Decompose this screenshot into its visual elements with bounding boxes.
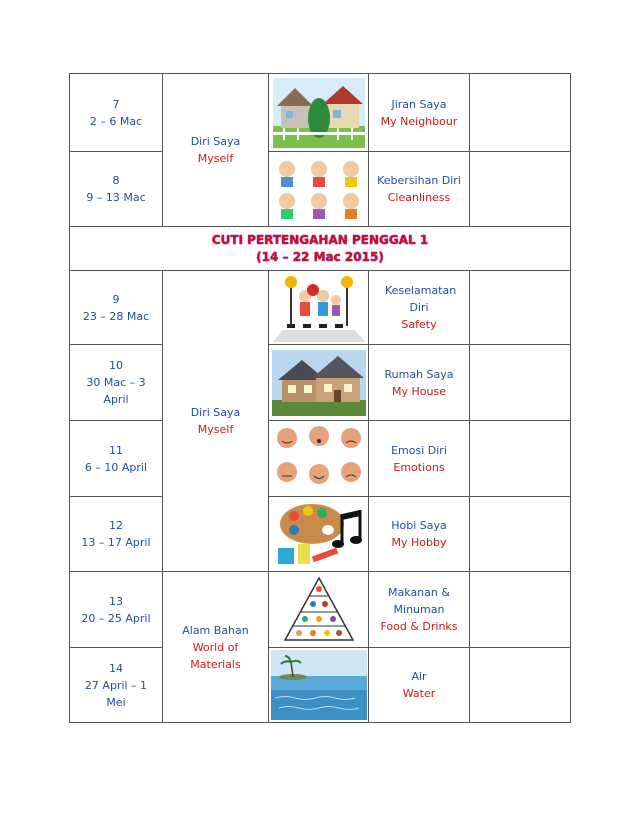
empty-cell: [470, 271, 571, 345]
empty-cell: [470, 74, 571, 152]
theme-cell: [163, 572, 269, 723]
week-dates: 27 April – 1 Mei: [84, 678, 148, 709]
topic-en: Cleanliness: [387, 191, 451, 204]
week-number: 7: [112, 97, 120, 111]
theme-ms: Diri Saya: [190, 135, 241, 148]
table-row: [70, 497, 571, 572]
image-cell: [269, 271, 369, 345]
food-pyramid-image: [283, 576, 355, 644]
empty-cell: [470, 421, 571, 497]
topic-ms: Jiran Saya: [391, 97, 447, 111]
table-row: [70, 74, 571, 152]
image-cell: [269, 648, 369, 723]
neighbourhood-image: [273, 78, 365, 148]
table-row: [70, 421, 571, 497]
hygiene-image: [273, 155, 365, 223]
topic-en: Emotions: [393, 460, 445, 474]
week-number: 12: [109, 519, 123, 532]
holiday-cell: [70, 227, 571, 271]
week-cell: [70, 271, 163, 345]
topic-ms: Makanan & Minuman: [388, 586, 450, 616]
week-dates: 2 – 6 Mac: [89, 114, 143, 128]
topic-en: My Hobby: [391, 536, 447, 549]
holiday-title: CUTI PERTENGAHAN PENGGAL 1: [211, 232, 429, 247]
week-cell: [70, 74, 163, 152]
topic-cell: [369, 572, 470, 648]
topic-cell: [369, 271, 470, 345]
road-safety-image: [273, 274, 365, 342]
house-image: [272, 350, 366, 416]
schedule-table: [69, 73, 571, 723]
theme-ms: Alam Bahan: [182, 623, 249, 637]
theme-cell: [163, 74, 269, 227]
table-row: [70, 152, 571, 227]
topic-ms: Emosi Diri: [391, 443, 447, 457]
topic-ms: Hobi Saya: [391, 519, 447, 532]
theme-cell: [163, 271, 269, 572]
week-dates: 23 – 28 Mac: [82, 309, 150, 323]
week-cell: [70, 421, 163, 497]
emotions-image: [273, 424, 365, 494]
empty-cell: [470, 152, 571, 227]
topic-ms: Air: [411, 670, 427, 683]
hobby-image: [272, 500, 366, 568]
table-row: [70, 648, 571, 723]
topic-en: Water: [402, 687, 436, 700]
image-cell: [269, 421, 369, 497]
empty-cell: [470, 648, 571, 723]
topic-en: Safety: [401, 318, 437, 331]
topic-ms: Rumah Saya: [384, 367, 454, 381]
theme-en-line2: Materials: [190, 657, 241, 671]
table-row: [70, 271, 571, 345]
topic-cell: [369, 497, 470, 572]
empty-cell: [470, 345, 571, 421]
topic-en: Food & Drinks: [380, 620, 458, 633]
week-number: 11: [109, 443, 123, 457]
week-dates: 9 – 13 Mac: [86, 191, 146, 204]
week-number: 10: [109, 359, 123, 372]
week-number: 14: [109, 661, 123, 675]
topic-en: My House: [392, 384, 446, 398]
week-number: 13: [109, 594, 123, 608]
image-cell: [269, 572, 369, 648]
week-dates: 6 – 10 April: [84, 460, 148, 474]
week-dates: 20 – 25 April: [81, 611, 151, 625]
table-row: [70, 572, 571, 648]
topic-cell: [369, 648, 470, 723]
empty-cell: [470, 497, 571, 572]
empty-cell: [470, 572, 571, 648]
theme-en-line1: World of: [192, 640, 239, 654]
theme-en: Myself: [197, 423, 234, 436]
topic-en: My Neighbour: [380, 114, 458, 128]
week-cell: [70, 152, 163, 227]
image-cell: [269, 497, 369, 572]
topic-cell: [369, 345, 470, 421]
table-row: [70, 345, 571, 421]
topic-cell: [369, 74, 470, 152]
week-cell: [70, 648, 163, 723]
week-cell: [70, 497, 163, 572]
topic-cell: [369, 152, 470, 227]
week-cell: [70, 572, 163, 648]
theme-ms: Diri Saya: [190, 406, 241, 419]
sea-image: [271, 650, 367, 720]
theme-en: Myself: [197, 152, 234, 165]
image-cell: [269, 345, 369, 421]
image-cell: [269, 152, 369, 227]
week-dates: 30 Mac – 3 April: [86, 376, 146, 406]
holiday-dates: (14 – 22 Mac 2015): [256, 249, 384, 264]
week-dates: 13 – 17 April: [81, 536, 151, 549]
topic-cell: [369, 421, 470, 497]
week-number: 8: [112, 174, 120, 187]
week-number: 9: [112, 292, 120, 306]
image-cell: [269, 74, 369, 152]
week-cell: [70, 345, 163, 421]
topic-ms: Keselamatan Diri: [385, 284, 457, 314]
holiday-row: [70, 227, 571, 271]
topic-ms: Kebersihan Diri: [377, 174, 461, 187]
